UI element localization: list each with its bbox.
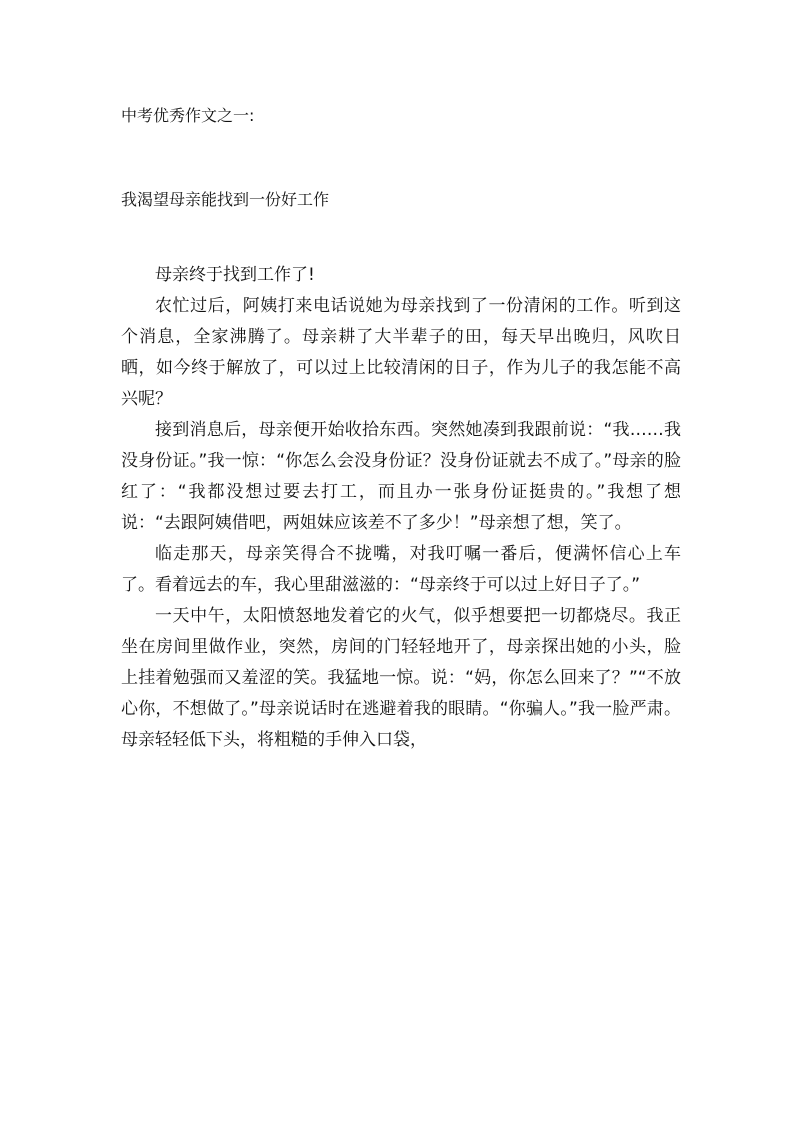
paragraph-3: 接到消息后，母亲便开始收拾东西。突然她凑到我跟前说：“我……我没身份证。”我一惊：“你怎么会没身份证？没身份证就去不成了。”母亲的脸红了：“我都没想过要去打工，而且办一张身份证挺贵的。”我想了想说：“去跟阿姨借吧，两姐妹应该差不了多少！”母亲想了想，笑了。 <box>121 420 681 533</box>
paragraph-4: 临走那天，母亲笑得合不拢嘴，对我叮嘱一番后，便满怀信心上车了。看着远去的车，我心里甜滋滋的：“母亲终于可以过上好日子了。” <box>121 544 681 595</box>
paragraph-5: 一天中午，太阳愤怒地发着它的火气，似乎想要把一切都烧尽。我正坐在房间里做作业，突然，房间的门轻轻地开了，母亲探出她的小头，脸上挂着勉强而又羞涩的笑。我猛地一惊。说：“妈，你怎么回来了？”“不放心你，不想做了。”母亲说话时在逃避着我的眼睛。“你骗人。”我一脸严肃。母亲轻轻低下头，将粗糙的手伸入口袋， <box>121 606 681 750</box>
essay-title: 我渴望母亲能找到一份好工作 <box>121 190 330 209</box>
paragraph-1: 母亲终于找到工作了! <box>155 265 315 285</box>
essay-body <box>121 260 681 756</box>
essay-series-label: 中考优秀作文之一: <box>121 106 255 125</box>
paragraph-2: 农忙过后，阿姨打来电话说她为母亲找到了一份清闲的工作。听到这个消息，全家沸腾了。母亲耕了大半辈子的田，每天早出晚归，风吹日晒，如今终于解放了，可以过上比较清闲的日子，作为儿子的我怎能不高兴呢？ <box>121 296 681 409</box>
